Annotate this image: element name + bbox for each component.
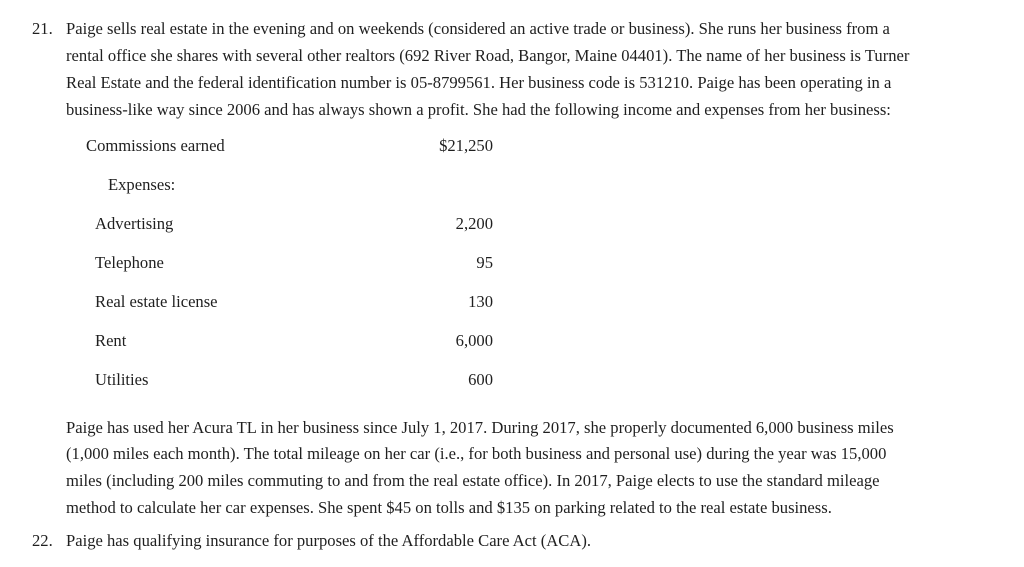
expense-label-license: Real estate license	[95, 292, 218, 311]
q21-line-2: rental office she shares with several other realtors (692 River Road, Bangor, Maine 04401). The name of her business is Turner	[66, 46, 910, 65]
question-22-number: 22.	[32, 531, 53, 550]
car-line-4: method to calculate her car expenses. She spent $45 on tolls and $135 on parking related to the real estate business.	[66, 498, 832, 517]
q21-line-4: business-like way since 2006 and has always shown a profit. She had the following income and expenses from her business:	[66, 100, 891, 119]
q21-line-3: Real Estate and the federal identification number is 05-8799561. Her business code is 531210. Paige has been operating in a	[66, 73, 892, 92]
expense-label-utilities: Utilities	[95, 370, 149, 389]
q21-line-1: Paige sells real estate in the evening and on weekends (considered an active trade or business). She runs her business from a	[66, 19, 890, 38]
expenses-heading: Expenses:	[108, 175, 176, 194]
question-21-number: 21.	[32, 19, 53, 38]
expense-label-advertising: Advertising	[95, 214, 174, 233]
expense-value-telephone: 95	[476, 253, 493, 272]
income-value: $21,250	[439, 136, 493, 155]
expense-value-license: 130	[468, 292, 493, 311]
q22-text: Paige has qualifying insurance for purposes of the Affordable Care Act (ACA).	[66, 531, 592, 550]
expense-label-rent: Rent	[95, 331, 127, 350]
expense-value-advertising: 2,200	[455, 214, 493, 233]
expense-label-telephone: Telephone	[95, 253, 164, 272]
expense-value-rent: 6,000	[455, 331, 493, 350]
car-line-2: (1,000 miles each month). The total mileage on her car (i.e., for both business and personal use) during the year was 15,000	[66, 444, 887, 463]
car-line-1: Paige has used her Acura TL in her business since July 1, 2017. During 2017, she properly documented 6,000 business miles	[66, 418, 894, 437]
expense-value-utilities: 600	[468, 370, 493, 389]
income-label: Commissions earned	[86, 136, 225, 155]
car-line-3: miles (including 200 miles commuting to and from the real estate office). In 2017, Paige elects to use the standard mileage	[66, 471, 880, 490]
